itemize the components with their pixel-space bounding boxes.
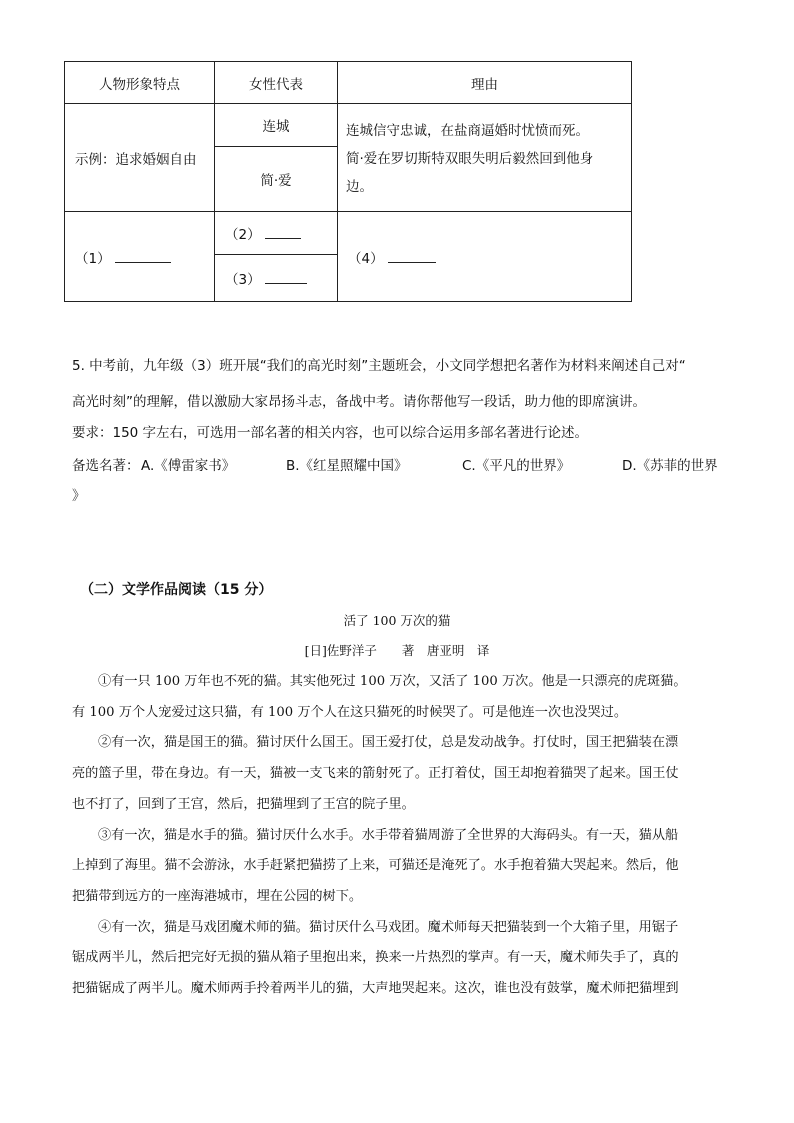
character-table [64,61,632,302]
story-line: 亮的篮子里，带在身边。有一天，猫被一支飞来的箭射死了。正打着仗，国王却抱着猫哭了起来。国王仗 [72,766,679,782]
story-line: 把猫带到远方的一座海港城市，埋在公园的树下。 [72,888,363,904]
blank-1-line[interactable] [115,250,171,263]
option-b: B.《红星照耀中国》 [286,458,408,474]
option-d: D.《苏菲的世界 [622,458,718,474]
story-line: 有 100 万个人宠爱过这只猫，有 100 万个人在这只猫死的时候哭了。可是他连一次也没哭过。 [72,704,628,720]
q5-line: 高光时刻”的理解，借以激励大家昂扬斗志，备战中考。请你帮他写一段话，助力他的即席演讲。 [72,394,646,410]
blank-1-label: （1） [75,250,111,267]
story-line: 也不打了，回到了王宫，然后，把猫埋到了王宫的院子里。 [72,796,415,812]
story-title: 活了 100 万次的猫 [343,613,451,628]
example-rep-1: 连城 [215,104,338,147]
story-body [72,667,722,1005]
q5-line: 5. 中考前，九年级（3）班开展“我们的高光时刻”主题班会，小文同学想把名著作为材料来阐述自己对“ [72,358,686,374]
table-header-row [65,62,632,104]
blank-3-cell [215,255,338,302]
q5-requirement: 要求：150 字左右，可选用一部名著的相关内容，也可以综合运用多部名著进行论述。 [72,425,589,441]
blank-2-line[interactable] [265,226,301,239]
section-heading: （二）文学作品阅读（15 分） [80,582,273,598]
header-reason: 理由 [338,62,632,104]
option-d-end: 》 [72,488,86,504]
blank-4-label: （4） [348,250,384,267]
header-trait: 人物形象特点 [65,62,215,104]
story-line: ②有一次，猫是国王的猫。猫讨厌什么国王。国王爱打仗，总是发动战争。打仗时，国王把猫装在漂 [98,735,679,751]
example-reason-cell [338,104,632,212]
example-trait-cell: 示例：追求婚姻自由 [65,104,215,212]
blank-1-cell [65,212,215,302]
reason-line: 简·爱在罗切斯特双眼失明后毅然回到他身 [346,150,594,167]
blank-3-label: （3） [225,272,261,288]
option-a: A.《傅雷家书》 [141,458,236,474]
blank-4-line[interactable] [388,250,436,263]
story-line: 上掉到了海里。猫不会游泳，水手赶紧把猫捞了上来，可猫还是淹死了。水手抱着猫大哭起来。然后，他 [72,858,679,874]
table-row [65,212,632,255]
blank-2-label: （2） [225,227,261,243]
option-c: C.《平凡的世界》 [462,458,571,474]
example-rep-2: 简·爱 [215,147,338,212]
story-line: ③有一次，猫是水手的猫。猫讨厌什么水手。水手带着猫周游了全世界的大海码头。有一天，猫从船 [98,827,679,843]
reason-line: 连城信守忠诚，在盐商逼婚时忧愤而死。 [346,122,589,139]
header-representative: 女性代表 [215,62,338,104]
story-line: 锯成两半儿，然后把完好无损的猫从箱子里抱出来，换来一片热烈的掌声。有一天，魔术师失手了，真的 [72,950,679,966]
story-line: ①有一只 100 万年也不死的猫。其实他死过 100 万次，又活了 100 万次。他是一只漂亮的虎斑猫。 [98,674,687,689]
table-row [65,104,632,147]
story-line: 把猫锯成了两半儿。魔术师两手拎着两半儿的猫，大声地哭起来。这次，谁也没有鼓掌，魔术师把猫埋到 [72,981,679,997]
story-byline: [日]佐野洋子 著 唐亚明 译 [304,643,490,658]
blank-3-line[interactable] [265,271,307,284]
blank-2-cell [215,212,338,255]
blank-4-cell [338,212,632,302]
story-line: ④有一次，猫是马戏团魔术师的猫。猫讨厌什么马戏团。魔术师每天把猫装到一个大箱子里，用锯子 [98,919,679,935]
options-label: 备选名著： [72,458,140,474]
reason-line: 边。 [346,178,373,195]
